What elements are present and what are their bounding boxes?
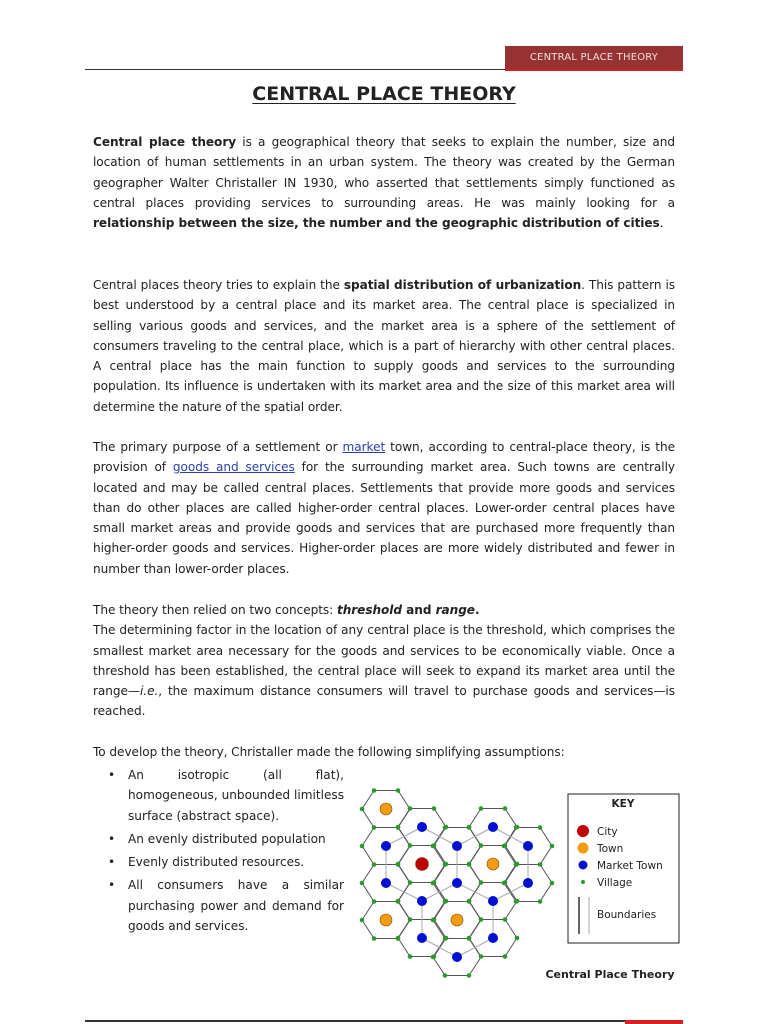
village-marker	[431, 955, 436, 960]
village-marker	[431, 918, 436, 923]
market-town-marker	[488, 933, 498, 943]
text-segment: for the surrounding market area. Such towns are centrally located and may be called central places. Settlements that provide more goods and services than do other places are called higher-order central places. Lower-order central places have small market areas and provide goods and services that are purchased more frequently than higher-order goods and services. Higher-order places are more widely distributed and fewer in number than lower-order places.	[93, 460, 675, 576]
text-segment: The determining factor in the location of any central place is the threshold, which comprises the smallest market area necessary for the goods and services to be economically viable. Once a threshold has been established, the central place will seek to expand its market area until the range—	[93, 623, 675, 699]
market-town-marker	[417, 822, 427, 832]
connector-line	[386, 827, 422, 846]
village-marker	[443, 862, 448, 867]
village-marker	[503, 954, 508, 959]
connector-line	[457, 938, 493, 957]
village-marker	[467, 825, 472, 830]
list-item-text: All consumers have a similar purchasing power and demand for goods and services.	[128, 878, 344, 934]
village-marker	[396, 936, 401, 941]
market-town-marker	[523, 878, 533, 888]
text-segment: Central place theory	[93, 135, 237, 149]
header-rule	[85, 69, 505, 70]
connector-line	[422, 883, 457, 901]
village-marker	[396, 788, 401, 793]
key-title: KEY	[611, 798, 635, 810]
market-town-marker	[523, 841, 533, 851]
text-segment: town, according to central-place theory, is the provision of	[93, 440, 675, 475]
village-marker	[515, 936, 520, 941]
village-marker	[514, 899, 519, 904]
village-marker	[372, 788, 377, 793]
village-marker	[479, 917, 484, 922]
market-town-marker	[417, 896, 427, 906]
village-marker	[431, 881, 436, 886]
bullet-icon: •	[108, 831, 116, 846]
village-marker	[503, 917, 508, 922]
market-town-marker	[452, 841, 462, 851]
footer-accent	[625, 1020, 683, 1024]
paragraph-primary-purpose	[93, 437, 675, 579]
list-item	[108, 765, 344, 826]
legend-swatch-icon	[578, 843, 589, 854]
village-marker	[550, 844, 555, 849]
village-marker	[360, 844, 365, 849]
village-marker	[432, 806, 437, 811]
market-town-marker	[417, 933, 427, 943]
village-marker	[443, 899, 448, 904]
town-marker	[380, 914, 392, 926]
legend-swatch-icon	[581, 880, 585, 884]
village-marker	[479, 806, 484, 811]
village-marker	[396, 862, 401, 867]
connector-line	[457, 883, 493, 901]
legend-label: Village	[597, 877, 633, 889]
text-segment: and	[402, 603, 436, 617]
hexagon-grid	[360, 788, 555, 978]
village-marker	[408, 843, 413, 848]
header-section-tab: CENTRAL PLACE THEORY	[505, 46, 683, 71]
bullet-icon: •	[108, 855, 116, 870]
town-marker	[451, 914, 463, 926]
market-town-marker	[452, 952, 462, 962]
text-segment: spatial distribution of urbanization	[343, 278, 582, 292]
text-segment: The theory then relied on two concepts:	[93, 603, 337, 617]
page-title-text: CENTRAL PLACE THEORY	[252, 83, 516, 105]
connector-line	[457, 827, 493, 846]
village-marker	[360, 881, 365, 886]
list-item-text: Evenly distributed resources.	[128, 855, 305, 870]
list-item	[108, 875, 344, 936]
village-marker	[514, 862, 519, 867]
central-place-diagram	[355, 780, 690, 1015]
text-segment: , the maximum distance consumers will travel to purchase goods and services—is reached.	[93, 684, 675, 719]
legend-label: City	[597, 826, 618, 838]
village-marker	[408, 954, 413, 959]
assumptions-list	[108, 765, 344, 939]
village-marker	[360, 918, 365, 923]
list-item	[108, 852, 344, 872]
connector-line	[386, 883, 422, 901]
village-marker	[443, 973, 448, 978]
village-marker	[479, 954, 484, 959]
city-marker	[416, 858, 429, 871]
footer-rule	[85, 1020, 683, 1022]
text-segment: relationship between the size, the number and the geographic distribution of cities	[93, 216, 660, 231]
village-marker	[396, 825, 401, 830]
bullet-icon: •	[108, 768, 116, 782]
town-marker	[487, 858, 499, 870]
village-marker	[396, 899, 401, 904]
text-segment: i.e.	[139, 684, 159, 699]
village-marker	[503, 806, 508, 811]
town-marker	[380, 803, 392, 815]
village-marker	[467, 973, 472, 978]
market-town-marker	[381, 878, 391, 888]
text-segment: . This pattern is best understood by a central place and its market area. The central place is specialized in selling various goods and services, and the market area is a sphere of the settlement of consumers traveling to the central place, which is a part of hierarchy with other central places. A central place has the main function to supply goods and services to the surrounding population. Its influence is undertaken with its market area and the size of this market area will determine the nature of the spatial order.	[93, 278, 675, 414]
village-marker	[372, 899, 377, 904]
market-town-marker	[488, 822, 498, 832]
village-marker	[360, 807, 365, 812]
village-marker	[372, 862, 377, 867]
paragraph-spatial-distribution	[93, 275, 675, 417]
village-marker	[467, 862, 472, 867]
village-marker	[502, 881, 507, 886]
text-segment: The primary purpose of a settlement or	[93, 440, 343, 454]
inline-link[interactable]: market	[342, 440, 386, 454]
legend-swatch-icon	[577, 825, 589, 837]
text-segment: .	[659, 216, 664, 231]
village-marker	[443, 825, 448, 830]
village-marker	[467, 936, 472, 941]
village-marker	[408, 880, 413, 885]
text-segment: range	[435, 603, 475, 617]
text-segment: Central places theory tries to explain the	[93, 278, 344, 292]
paragraph-intro	[93, 132, 675, 233]
village-marker	[372, 936, 377, 941]
inline-link[interactable]: goods and services	[172, 460, 295, 475]
legend-label: Market Town	[597, 860, 663, 872]
connector-line	[422, 827, 457, 846]
village-marker	[372, 825, 377, 830]
bullet-icon: •	[108, 878, 116, 893]
village-marker	[479, 880, 484, 885]
connector-line	[422, 938, 457, 957]
market-town-marker	[488, 896, 498, 906]
list-item	[108, 829, 344, 849]
village-marker	[443, 936, 448, 941]
page-title	[0, 83, 768, 105]
village-marker	[431, 844, 436, 849]
village-marker	[514, 825, 519, 830]
market-town-marker	[452, 878, 462, 888]
market-town-marker	[381, 841, 391, 851]
legend-swatch-icon	[579, 861, 588, 870]
text-segment: is a geographical theory that seeks to explain the number, size and location of human settlements in an urban system. The theory was created by the German geographer Walter Christaller IN 1930, who asserted that settlements simply functioned as central places providing services to surrounding areas. He was mainly looking for a	[93, 135, 676, 210]
text-segment: .	[474, 603, 480, 617]
figure-caption: Central Place Theory	[545, 968, 675, 981]
connector-line	[493, 883, 528, 901]
list-item-text: An evenly distributed population	[128, 831, 326, 846]
village-marker	[502, 844, 507, 849]
text-segment: To develop the theory, Christaller made the following simplifying assumptions:	[93, 745, 565, 759]
village-marker	[538, 825, 543, 830]
paragraph-threshold-range	[93, 600, 675, 722]
text-segment: threshold	[336, 603, 402, 617]
village-marker	[538, 862, 543, 867]
key-boundaries-label: Boundaries	[597, 909, 657, 921]
village-marker	[467, 899, 472, 904]
paragraph-assumptions-intro	[93, 742, 675, 762]
village-marker	[479, 843, 484, 848]
legend-label: Town	[597, 843, 624, 855]
village-marker	[408, 806, 413, 811]
village-marker	[538, 899, 543, 904]
list-item-text: An isotropic (all flat), homogeneous, unbounded limitless surface (abstract space).	[128, 768, 344, 823]
village-marker	[550, 881, 555, 886]
village-marker	[408, 917, 413, 922]
connector-line	[493, 827, 528, 846]
